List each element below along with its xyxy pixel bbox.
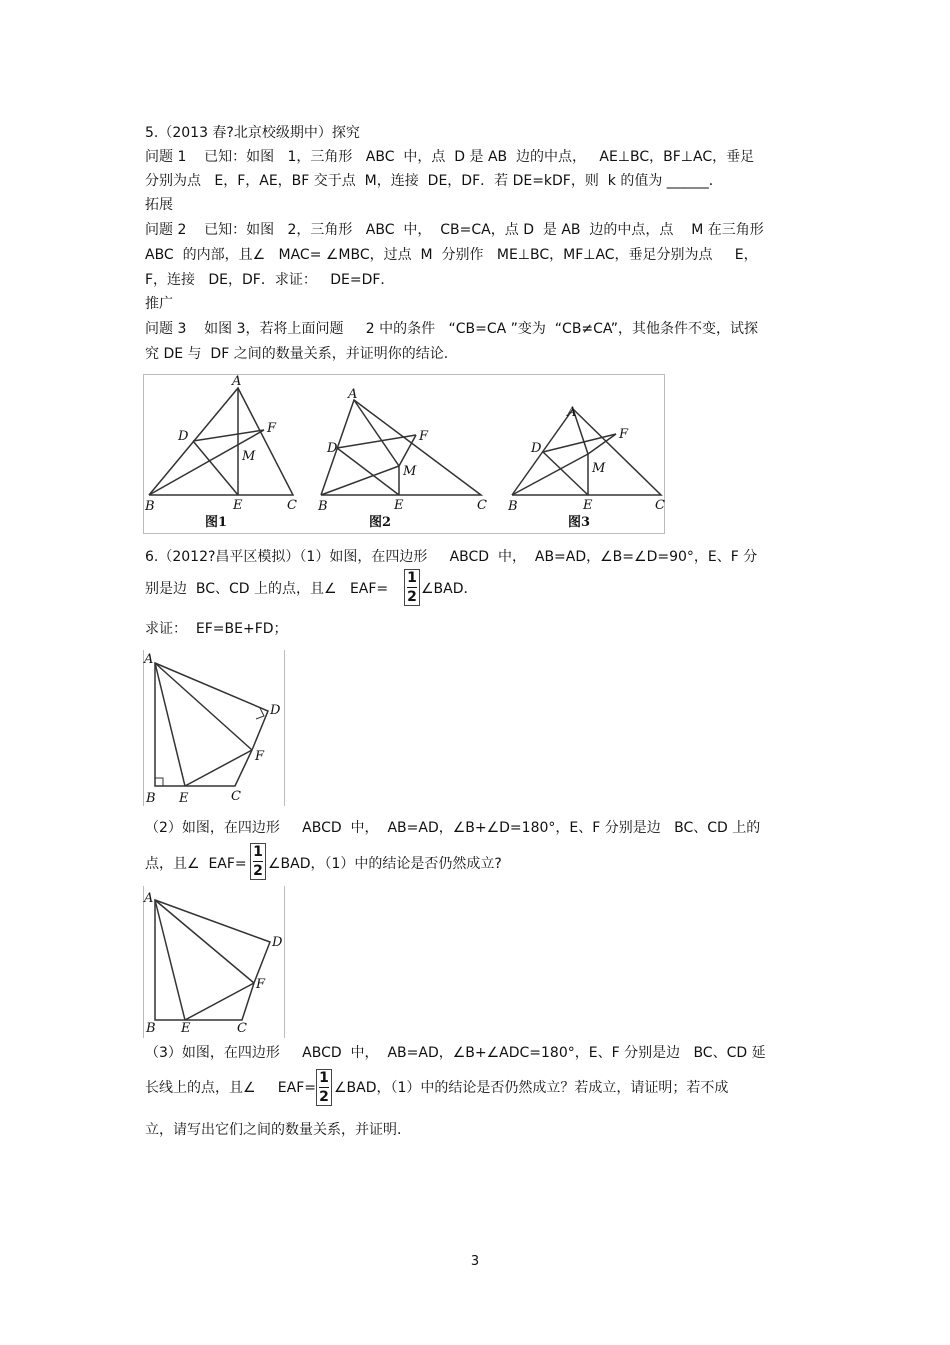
q5-problem1-line1: 问题 1 已知：如图 1，三角形 ABC 中，点 D 是 AB 边的中点， AE⊥BC，BF⊥AC，垂足 [145,149,755,165]
fig-a-label-b: B [146,791,156,806]
fig-a-label-f: F [255,749,265,764]
q6-part3-line1: （3）如图，在四边形 ABCD 中， AB=AD，∠B+∠ADC=180°，E、F 分别是边 BC、CD 延 [145,1045,766,1061]
q6-line1: 6.（2012?昌平区模拟）（1）如图，在四边形 ABCD 中， AB=AD，∠B=∠D=90°，E、F 分 [145,549,758,565]
q5-problem2-line2: ABC 的内部，且∠ MAC= ∠MBC，过点 M 分别作 ME⊥BC，MF⊥AC，垂足分别为点 E， [145,247,758,263]
q5-header: 5.（2013 春?北京校级期中）探究 [145,125,360,141]
fig-b-label-f: F [256,977,266,992]
fig3-label-d: D [531,441,542,456]
q6-part2-line2a: 点，且∠ EAF= [145,856,247,872]
fig1-label-d: D [178,429,189,444]
fig-a-label-a: A [144,652,154,667]
fig-b-label-d: D [272,935,283,950]
fig1-label-c: C [287,498,297,513]
fig-b-label-c: C [237,1021,247,1036]
fig2-label-a: A [348,387,358,402]
q5-problem2-line1: 问题 2 已知：如图 2，三角形 ABC 中， CB=CA，点 D 是 AB 边的中点，点 M 在三角形 [145,222,764,238]
q6-part2-line2b: ∠BAD，（1）中的结论是否仍然成立? [268,856,502,872]
fig3-label-b: B [508,499,518,514]
q5-problem3-line1: 问题 3 如图 3，若将上面问题 2 中的条件 “CB=CA ”变为 “CB≠CA”，其他条件不变，试探 [145,321,759,337]
fig3-label-c: C [655,498,665,513]
fig2-caption: 图2 [369,515,392,530]
fig2-label-d: D [327,441,338,456]
q6-part3-line2a: 长线上的点，且∠ EAF= [145,1080,317,1096]
fig1-caption: 图1 [205,515,228,530]
fig3-label-f: F [619,427,629,442]
page-number: 3 [470,1254,480,1269]
fraction-one-half: 1 2 [404,569,420,606]
fig-a-label-c: C [231,789,241,804]
q6-line2a: 别是边 BC、CD 上的点，且∠ EAF= [145,581,389,597]
fraction-one-half: 1 2 [250,843,266,880]
fig1-label-f: F [267,421,277,436]
fig3-label-a: A [567,405,577,420]
fig-a-label-e: E [179,791,189,806]
fig-b-label-e: E [181,1021,191,1036]
fig2-label-f: F [419,429,429,444]
fig-b-label-a: A [144,891,154,906]
fraction-one-half: 1 2 [316,1069,332,1106]
q6-part2-line1: （2）如图，在四边形 ABCD 中， AB=AD，∠B+∠D=180°，E、F 分别是边 BC、CD 上的 [145,820,761,836]
q5-extend-label: 拓展 [145,197,173,213]
fig1-label-e: E [233,498,243,513]
q6-figure-1 [143,650,285,806]
fig-b-label-b: B [146,1021,156,1036]
fig-a-label-d: D [270,703,281,718]
q6-part3-line3: 立，请写出它们之间的数量关系，并证明. [145,1122,402,1138]
fig2-label-e: E [394,498,404,513]
fig1-label-b: B [145,499,155,514]
fig2-label-m: M [403,464,417,479]
q5-problem1-line2: 分别为点 E，F，AE，BF 交于点 M，连接 DE，DF．若 DE=kDF，则 k 的值为 ______． [145,173,723,189]
q6-part3-line2b: ∠BAD，（1）中的结论是否仍然成立？若成立，请证明；若不成 [334,1080,729,1096]
fig1-label-a: A [232,374,242,389]
fig3-caption: 图3 [568,515,591,530]
q6-line2b: ∠BAD． [421,581,478,597]
q5-problem2-line3: F，连接 DE，DF．求证： DE=DF． [145,272,395,288]
fig2-label-b: B [318,499,328,514]
q5-figures-panel [143,374,665,534]
q5-general-label: 推广 [145,296,173,312]
fig2-label-c: C [477,498,487,513]
q6-figure-2 [143,886,285,1038]
fig3-label-m: M [592,461,606,476]
q5-problem3-line2: 究 DE 与 DF 之间的数量关系，并证明你的结论. [145,346,449,362]
fig3-label-e: E [583,498,593,513]
fig1-label-m: M [242,449,256,464]
q6-proof-statement: 求证： EF=BE+FD； [145,621,288,637]
